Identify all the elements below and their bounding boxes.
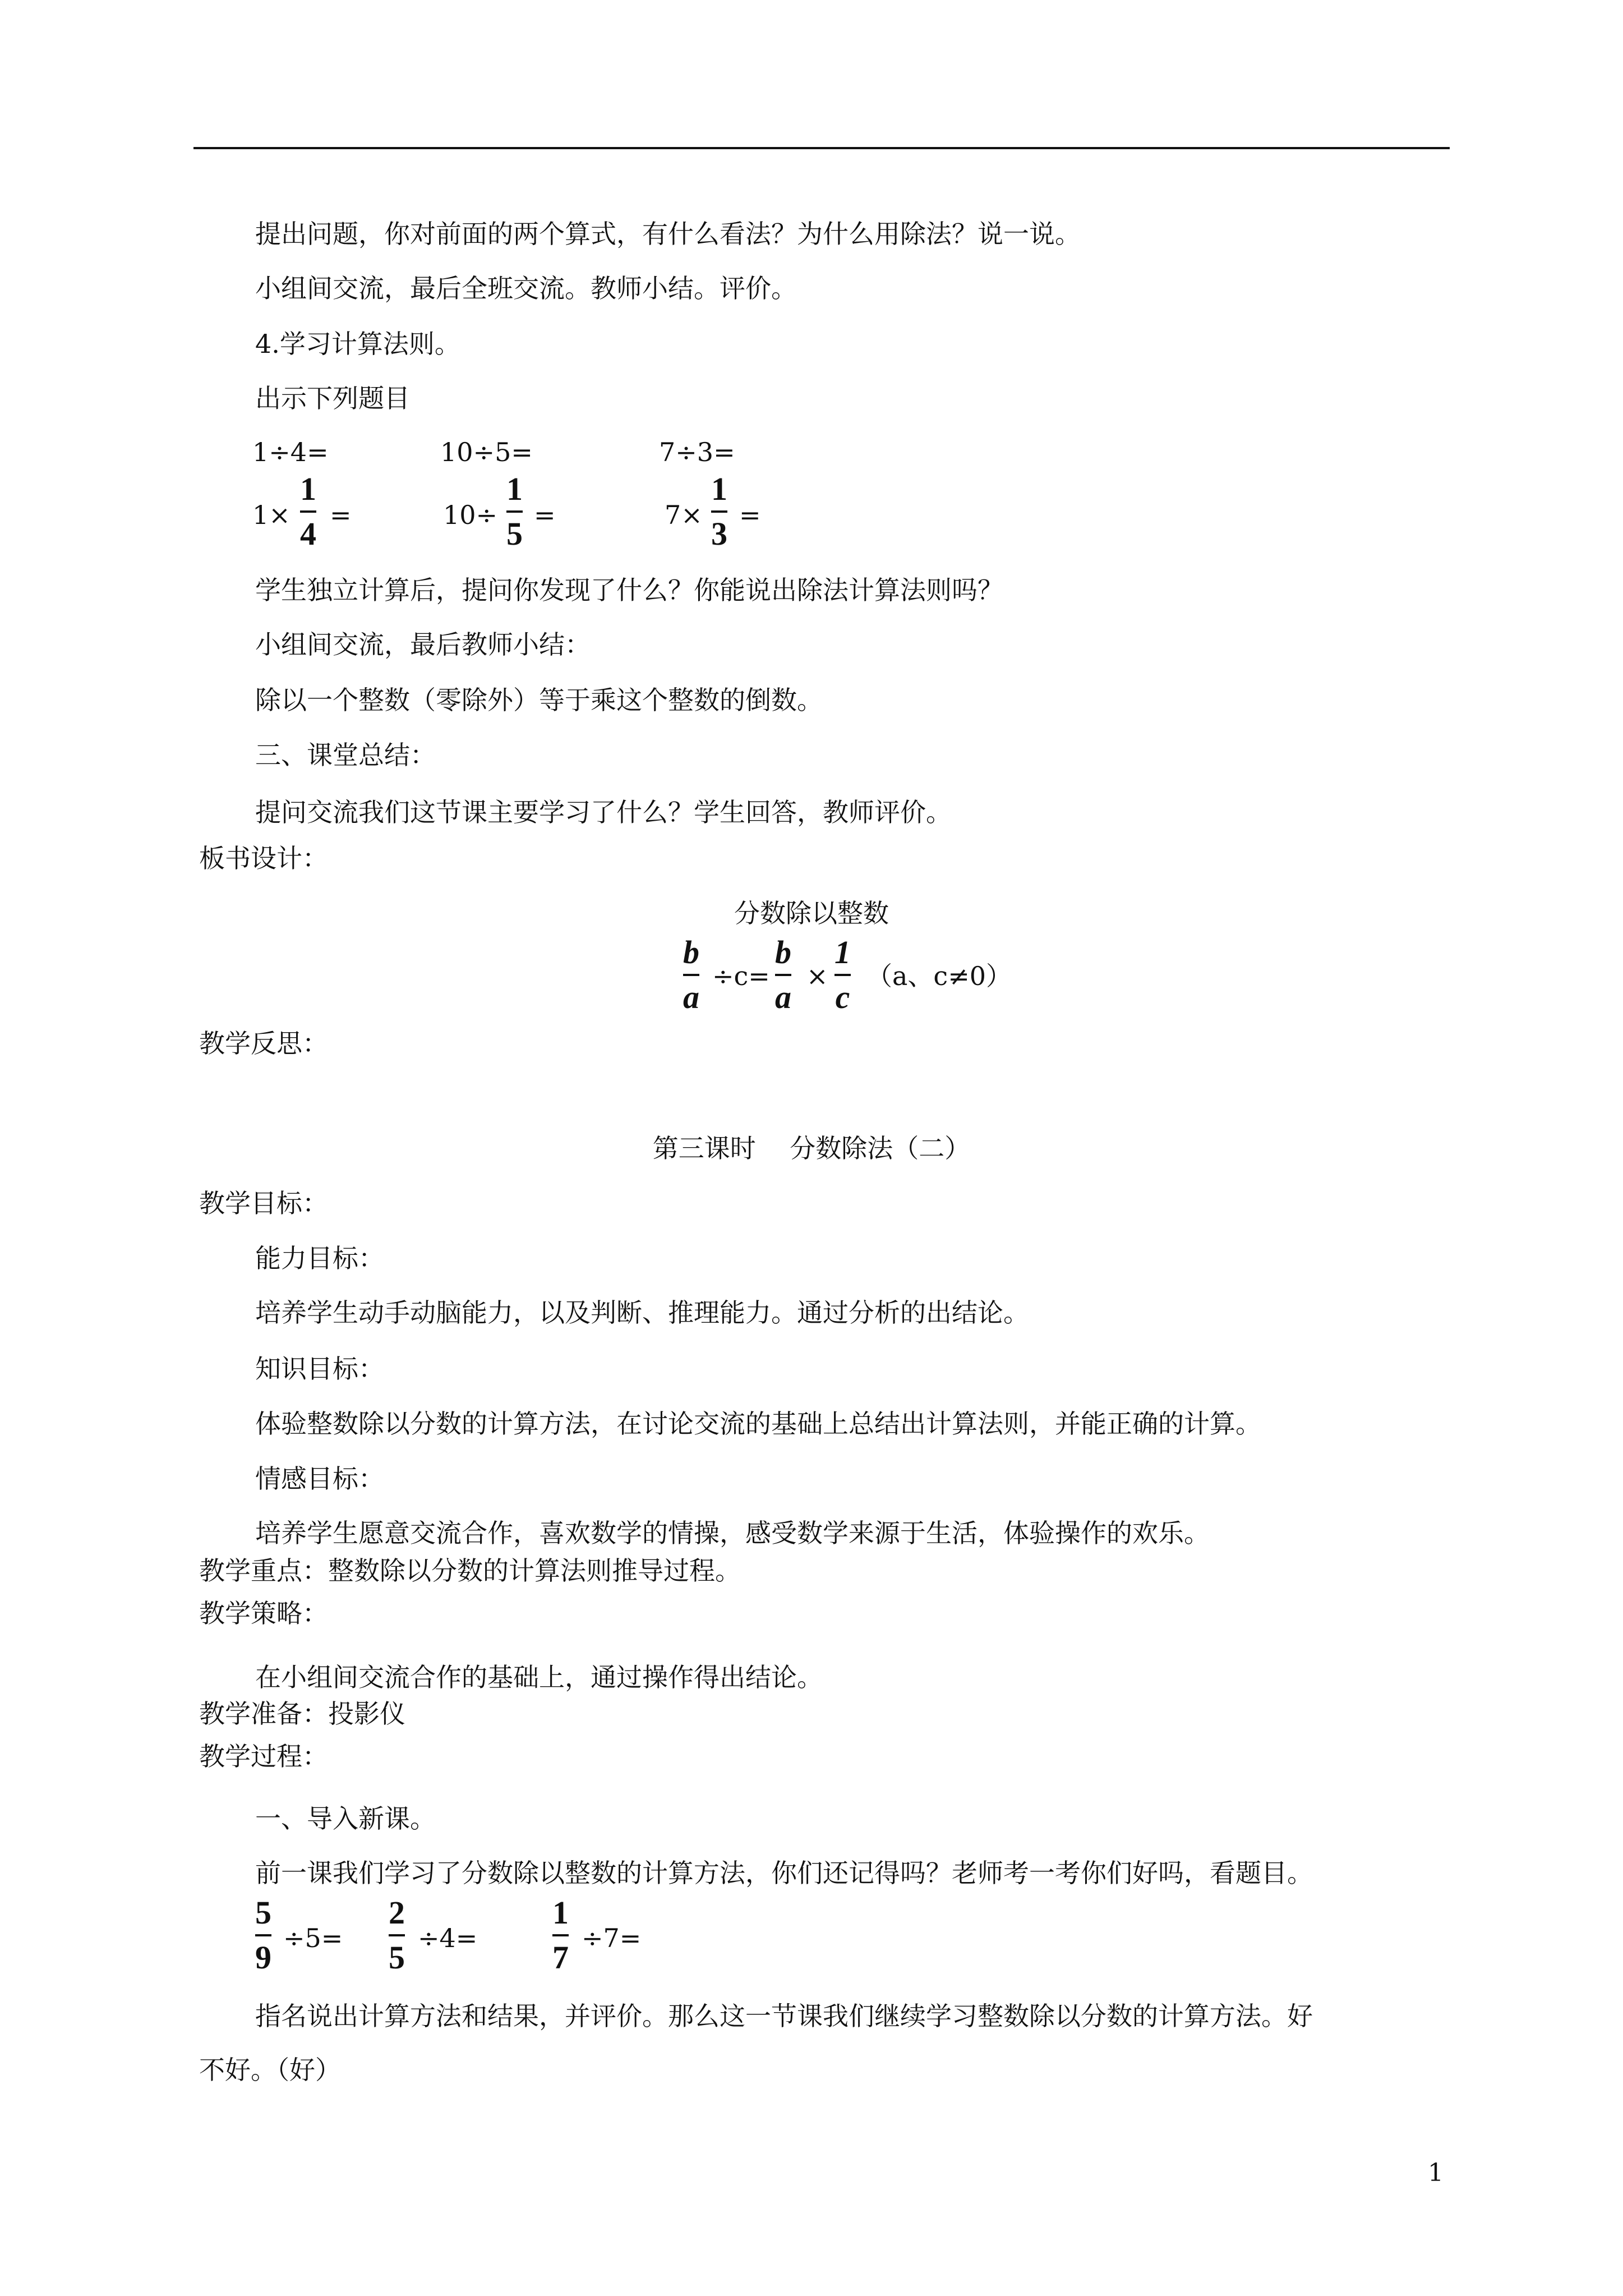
text-line: 在小组间交流合作的基础上，通过操作得出结论。: [255, 1662, 823, 1692]
label-reflection: 教学反思：: [199, 1028, 328, 1059]
label-ability-goal: 能力目标：: [255, 1243, 384, 1273]
text-line: 体验整数除以分数的计算方法，在讨论交流的基础上总结出计算法则，并能正确的计算。: [255, 1409, 1261, 1439]
fraction: 1 4: [300, 471, 316, 552]
text-line: 提问交流我们这节课主要学习了什么？学生回答，教师评价。: [255, 797, 952, 827]
key-point: 教学重点：整数除以分数的计算法则推导过程。: [199, 1556, 741, 1586]
text-line: 指名说出计算方法和结果，并评价。那么这一节课我们继续学习整数除以分数的计算方法。好: [255, 2001, 1313, 2031]
text-line: 前一课我们学习了分数除以整数的计算方法，你们还记得吗？老师考一考你们好吗，看题目。: [255, 1858, 1313, 1888]
exercise-7-3: 7÷3=: [659, 437, 735, 467]
text-line: 培养学生动手动脑能力，以及判断、推理能力。通过分析的出结论。: [255, 1297, 1029, 1328]
text-line: 出示下列题目: [255, 383, 410, 413]
preparation: 教学准备：投影仪: [199, 1699, 405, 1729]
fraction: 1 5: [506, 471, 523, 552]
page-number: 1: [1428, 2159, 1444, 2187]
fraction: 1 c: [834, 934, 851, 1015]
header-rule: [193, 147, 1450, 149]
section-heading: 三、课堂总结：: [255, 740, 436, 770]
fraction: 2 5: [389, 1894, 405, 1976]
label-goals: 教学目标：: [199, 1188, 328, 1218]
fraction: b a: [775, 934, 791, 1015]
label-emotion-goal: 情感目标：: [255, 1464, 384, 1494]
text-line: 小组间交流，最后教师小结：: [255, 629, 591, 660]
text-line: 学生独立计算后，提问你发现了什么？你能说出除法计算法则吗？: [255, 575, 1003, 605]
text-line: 4.学习计算法则。: [255, 329, 460, 359]
text-line: 小组间交流，最后全班交流。教师小结。评价。: [255, 273, 797, 303]
fraction: 1 3: [711, 471, 727, 552]
board-title: 分数除以整数: [734, 898, 889, 928]
text-line: 不好。（好）: [199, 2055, 341, 2085]
text-line: 除以一个整数（零除外）等于乘这个整数的倒数。: [255, 685, 823, 715]
label-knowledge-goal: 知识目标：: [255, 1354, 384, 1384]
text-line: 培养学生愿意交流合作，喜欢数学的情操，感受数学来源于生活，体验操作的欢乐。: [255, 1518, 1210, 1548]
exercise-1-4: 1÷4=: [252, 437, 329, 467]
fraction: b a: [683, 934, 699, 1015]
fraction: 5 9: [255, 1894, 271, 1976]
label-board-design: 板书设计：: [199, 843, 328, 873]
fraction: 1 7: [552, 1894, 569, 1976]
exercise-10-5: 10÷5=: [440, 437, 533, 467]
text-line: 提出问题，你对前面的两个算式，有什么看法？为什么用除法？说一说。: [255, 219, 1081, 249]
label-process: 教学过程：: [199, 1741, 328, 1772]
lesson-title: 第三课时 分数除法（二）: [652, 1133, 971, 1163]
label-strategy: 教学策略：: [199, 1598, 328, 1628]
section-heading: 一、导入新课。: [255, 1803, 436, 1834]
